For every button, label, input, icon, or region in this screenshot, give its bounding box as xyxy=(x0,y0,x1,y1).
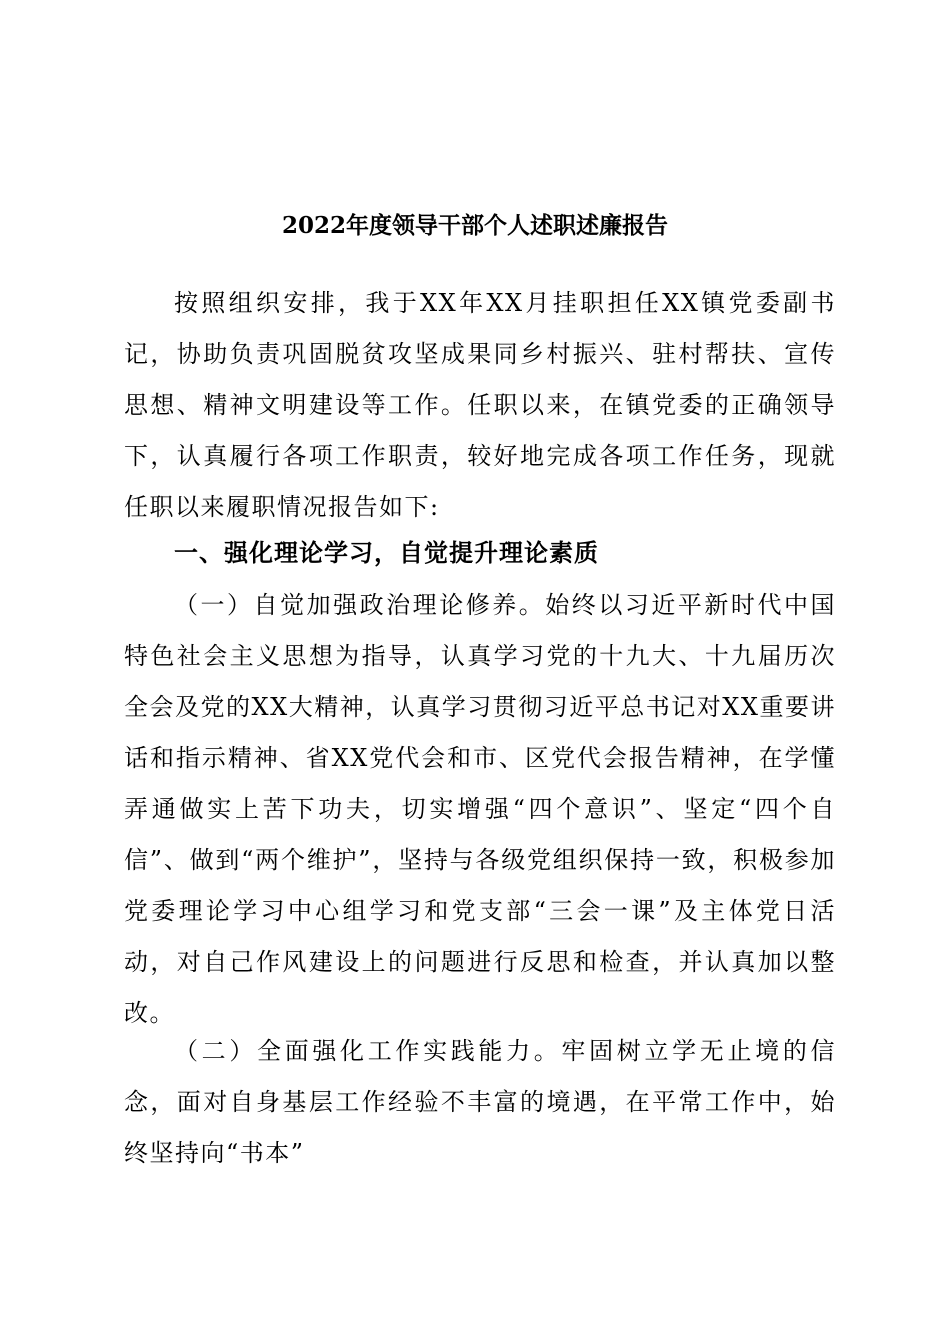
section-1-paragraph-2: （二）全面强化工作实践能力。牢固树立学无止境的信念，面对自身基层工作经验不丰富的境遇，在平常工作中，始终坚持向“书本” xyxy=(124,1037,836,1167)
section-1-paragraph-1: （一）自觉加强政治理论修养。始终以习近平新时代中国特色社会主义思想为指导，认真学习党的十九大、十九届历次全会及党的XX大精神，认真学习贯彻习近平总书记对XX重要讲话和指示精神、省XX党代会和市、区党代会报告精神，在学懂弄通做实上苦下功夫，切实增强“四个意识”、坚定“四个自信”、做到“两个维护”，坚持与各级党组织保持一致，积极参加党委理论学习中心组学习和党支部“三会一课”及主体党日活动，对自己作风建设上的问题进行反思和检查，并认真加以整改。 xyxy=(124,591,836,1027)
document-title: 2022年度领导干部个人述职述廉报告 xyxy=(281,212,668,239)
section-1-heading: 一、强化理论学习，自觉提升理论素质 xyxy=(174,539,599,567)
intro-paragraph: 按照组织安排，我于XX年XX月挂职担任XX镇党委副书记，协助负责巩固脱贫攻坚成果同乡村振兴、驻村帮扶、宣传思想、精神文明建设等工作。任职以来，在镇党委的正确领导下，认真履行各项工作职责，较好地完成各项工作任务，现就任职以来履职情况报告如下: xyxy=(124,289,836,521)
